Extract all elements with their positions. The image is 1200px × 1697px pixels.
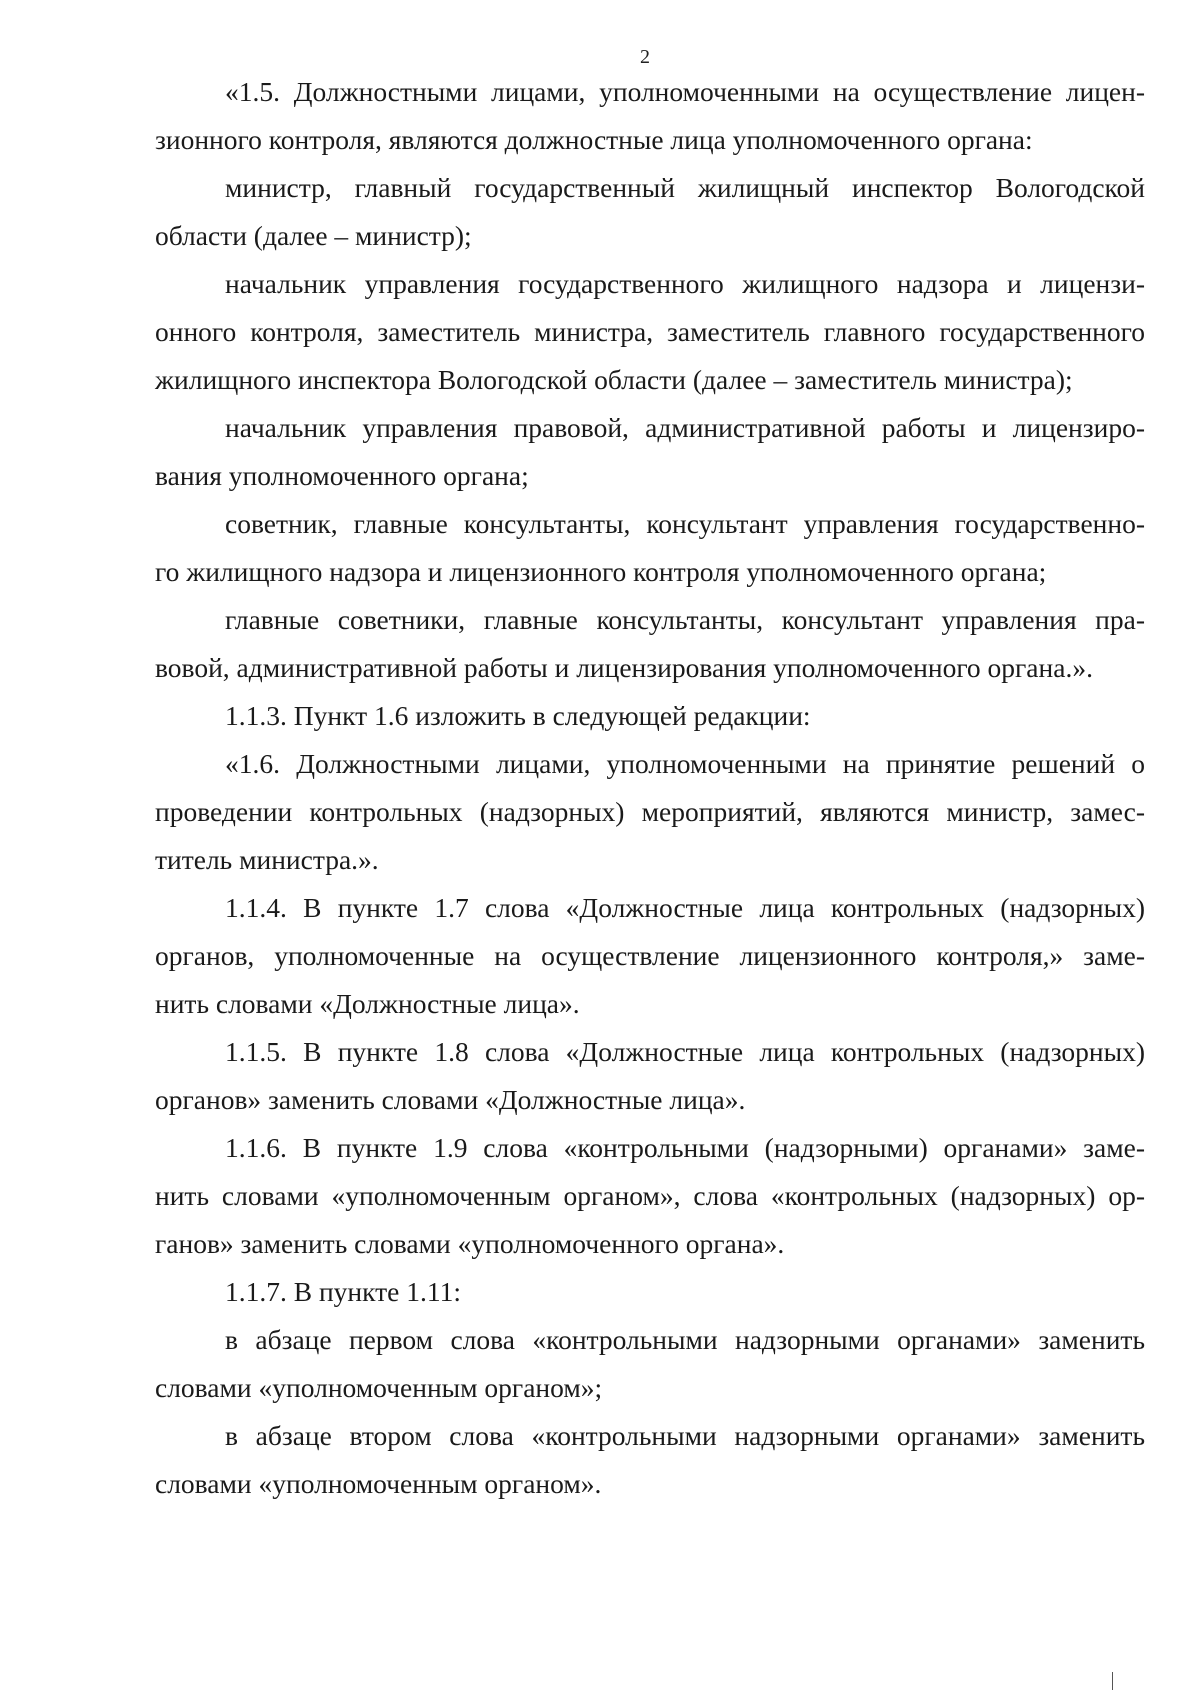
text-line: словами «уполномоченным органом»; [155,1372,603,1403]
paragraph-1-6 [155,740,1145,884]
text-line: 1.1.3. Пункт 1.6 изложить в следующей редакции: [225,700,811,731]
text-line: 1.1.6. В пункте 1.9 слова «контрольными (надзорными) органами» заме- [225,1132,1145,1163]
paragraph-1-5 [155,68,1145,164]
paragraph-1-1-3 [155,692,1145,740]
text-line: 1.1.4. В пункте 1.7 слова «Должностные лица контрольных (надзорных) [225,892,1145,923]
paragraph-advisor [155,500,1145,596]
text-line: в абзаце втором слова «контрольными надзорными органами» заменить [225,1420,1145,1451]
paragraph-second-abzac [155,1412,1145,1508]
scan-artifact-mark [1112,1672,1113,1690]
document-body [155,68,1145,1508]
text-line: органов» заменить словами «Должностные лица». [155,1084,746,1115]
text-line: го жилищного надзора и лицензионного контроля уполномоченного органа; [155,556,1047,587]
text-line: вания уполномоченного органа; [155,460,529,491]
paragraph-1-1-7 [155,1268,1145,1316]
text-line: начальник управления государственного жилищного надзора и лицензи- [225,268,1145,299]
paragraph-minister [155,164,1145,260]
text-line: советник, главные консультанты, консультант управления государственно- [225,508,1145,539]
text-line: министр, главный государственный жилищный инспектор Вологодской [225,172,1145,203]
text-line: проведении контрольных (надзорных) мероприятий, являются министр, замес- [155,796,1145,827]
text-line: нить словами «Должностные лица». [155,988,580,1019]
text-line: начальник управления правовой, административной работы и лицензиро- [225,412,1145,443]
page-number: 2 [640,46,650,68]
paragraph-1-1-5 [155,1028,1145,1124]
text-line: зионного контроля, являются должностные лица уполномоченного органа: [155,124,1033,155]
paragraph-head-dept-legal [155,404,1145,500]
text-line: ганов» заменить словами «уполномоченного органа». [155,1228,785,1259]
text-line: онного контроля, заместитель министра, заместитель главного государственного [155,316,1145,347]
text-line: вовой, административной работы и лицензирования уполномоченного органа.». [155,652,1093,683]
text-line: области (далее – министр); [155,220,472,251]
paragraph-head-dept-housing [155,260,1145,404]
text-line: словами «уполномоченным органом». [155,1468,602,1499]
paragraph-1-1-4 [155,884,1145,1028]
text-line: 1.1.5. В пункте 1.8 слова «Должностные лица контрольных (надзорных) [225,1036,1145,1067]
text-line: 1.1.7. В пункте 1.11: [225,1276,461,1307]
text-line: жилищного инспектора Вологодской области (далее – заместитель министра); [155,364,1073,395]
text-line: титель министра.». [155,844,379,875]
paragraph-1-1-6 [155,1124,1145,1268]
paragraph-chief-advisors [155,596,1145,692]
text-line: «1.5. Должностными лицами, уполномоченными на осуществление лицен- [225,76,1145,107]
text-line: в абзаце первом слова «контрольными надзорными органами» заменить [225,1324,1145,1355]
text-line: «1.6. Должностными лицами, уполномоченными на принятие решений о [225,748,1145,779]
text-line: нить словами «уполномоченным органом», слова «контрольных (надзорных) ор- [155,1180,1145,1211]
paragraph-first-abzac [155,1316,1145,1412]
text-line: органов, уполномоченные на осуществление лицензионного контроля,» заме- [155,940,1145,971]
text-line: главные советники, главные консультанты, консультант управления пра- [225,604,1145,635]
